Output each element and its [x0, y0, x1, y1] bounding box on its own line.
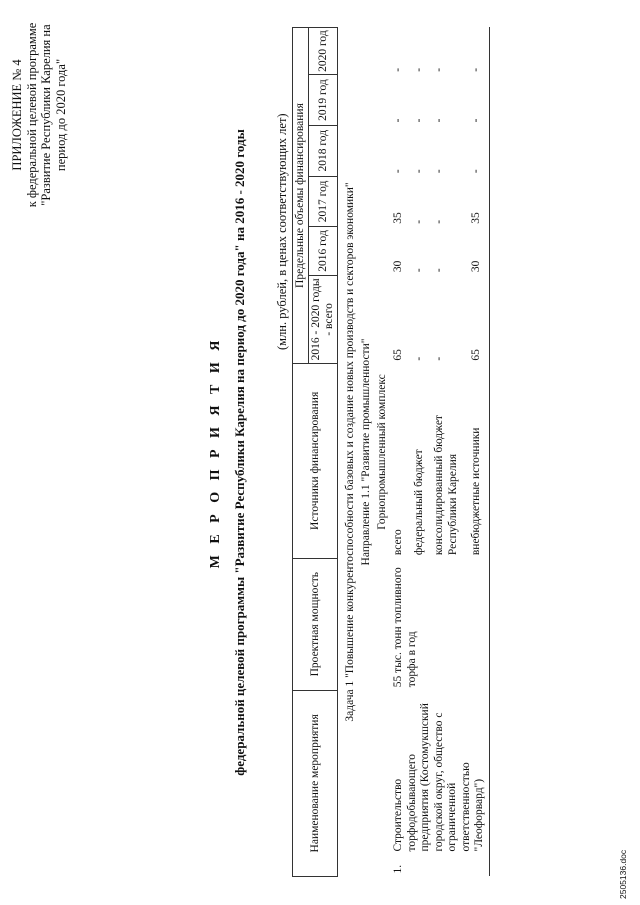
value-2020: - — [469, 67, 482, 72]
value-total: 65 — [392, 349, 404, 361]
appendix-line: к федеральной целевой программе — [24, 22, 39, 208]
value-2016: 30 — [392, 260, 404, 273]
header-year-2016: 2016 год — [309, 227, 338, 275]
value-2020: - — [412, 67, 425, 72]
value-2016: - — [433, 268, 446, 273]
measures-table — [292, 27, 490, 877]
item-name: Строительство торфодобывающего предприятия (Костомукшский городской округ, общество с ограниченной ответственностью "Леофорвард") — [392, 703, 485, 852]
direction-heading: Направление 1.1 "Развитие промышленности" — [360, 338, 372, 566]
source-cell: федеральный бюджет — [412, 449, 425, 556]
value-2019: - — [392, 118, 404, 123]
appendix-line: "Развитие Республики Карелия на — [39, 24, 53, 206]
header-year-2020: 2020 год — [309, 28, 338, 75]
item-number: 1. — [392, 864, 404, 874]
value-total: 65 — [469, 349, 482, 361]
appendix-header — [10, 15, 68, 215]
value-2020: - — [433, 67, 446, 72]
source-cell: консолидированный бюджет Республики Карелия — [433, 415, 459, 556]
header-year-2017: 2017 год — [309, 176, 338, 227]
value-2016: 30 — [469, 260, 482, 273]
item-name-cell — [390, 690, 489, 876]
value-2018: - — [412, 169, 425, 174]
value-total: - — [433, 356, 446, 361]
header-total: 2016 - 2020 годы - всего — [309, 275, 338, 363]
value-2017: - — [412, 219, 425, 224]
value-2017: 35 — [469, 212, 482, 224]
value-2018: - — [433, 169, 446, 174]
item-capacity: 55 тыс. тонн топливного торфа в год — [392, 567, 418, 688]
complex-heading: Горнопромышленный комплекс — [376, 374, 388, 530]
appendix-line: ПРИЛОЖЕНИЕ № 4 — [10, 59, 24, 171]
task-heading: Задача 1 "Повышение конкурентоспособности базовых и создание новых производств и секторов экономики" — [344, 182, 356, 722]
document-title: М Е Р О П Р И Я Т И Я — [208, 336, 223, 569]
units-note: (млн. рублей, в ценах соответствующих лет) — [275, 113, 289, 350]
value-2020: - — [392, 67, 404, 72]
header-sources: Источники финансирования — [293, 364, 338, 559]
header-name: Наименование мероприятия — [293, 690, 338, 876]
document-file-id: 2505136.doc — [618, 849, 628, 899]
header-year-2019: 2019 год — [309, 75, 338, 126]
value-2017: - — [433, 219, 446, 224]
source-cell: всего — [392, 529, 404, 556]
value-2018: - — [392, 169, 404, 174]
value-2019: - — [469, 118, 482, 123]
value-2018: - — [469, 169, 482, 174]
header-year-2018: 2018 год — [309, 125, 338, 176]
appendix-line: период до 2020 года" — [53, 58, 68, 172]
value-2017: 35 — [392, 212, 404, 224]
value-2016: - — [412, 268, 425, 273]
value-2019: - — [433, 118, 446, 123]
header-limits: Предельные объемы финансирования — [293, 28, 309, 364]
value-2019: - — [412, 118, 425, 123]
source-cell: внебюджетные источники — [469, 427, 482, 556]
header-capacity: Проектная мощность — [293, 558, 338, 690]
value-total: - — [412, 356, 425, 361]
document-subtitle: федеральной целевой программы "Развитие Республики Карелия на период до 2020 года" на 2016 - 2020 годы — [232, 129, 247, 776]
